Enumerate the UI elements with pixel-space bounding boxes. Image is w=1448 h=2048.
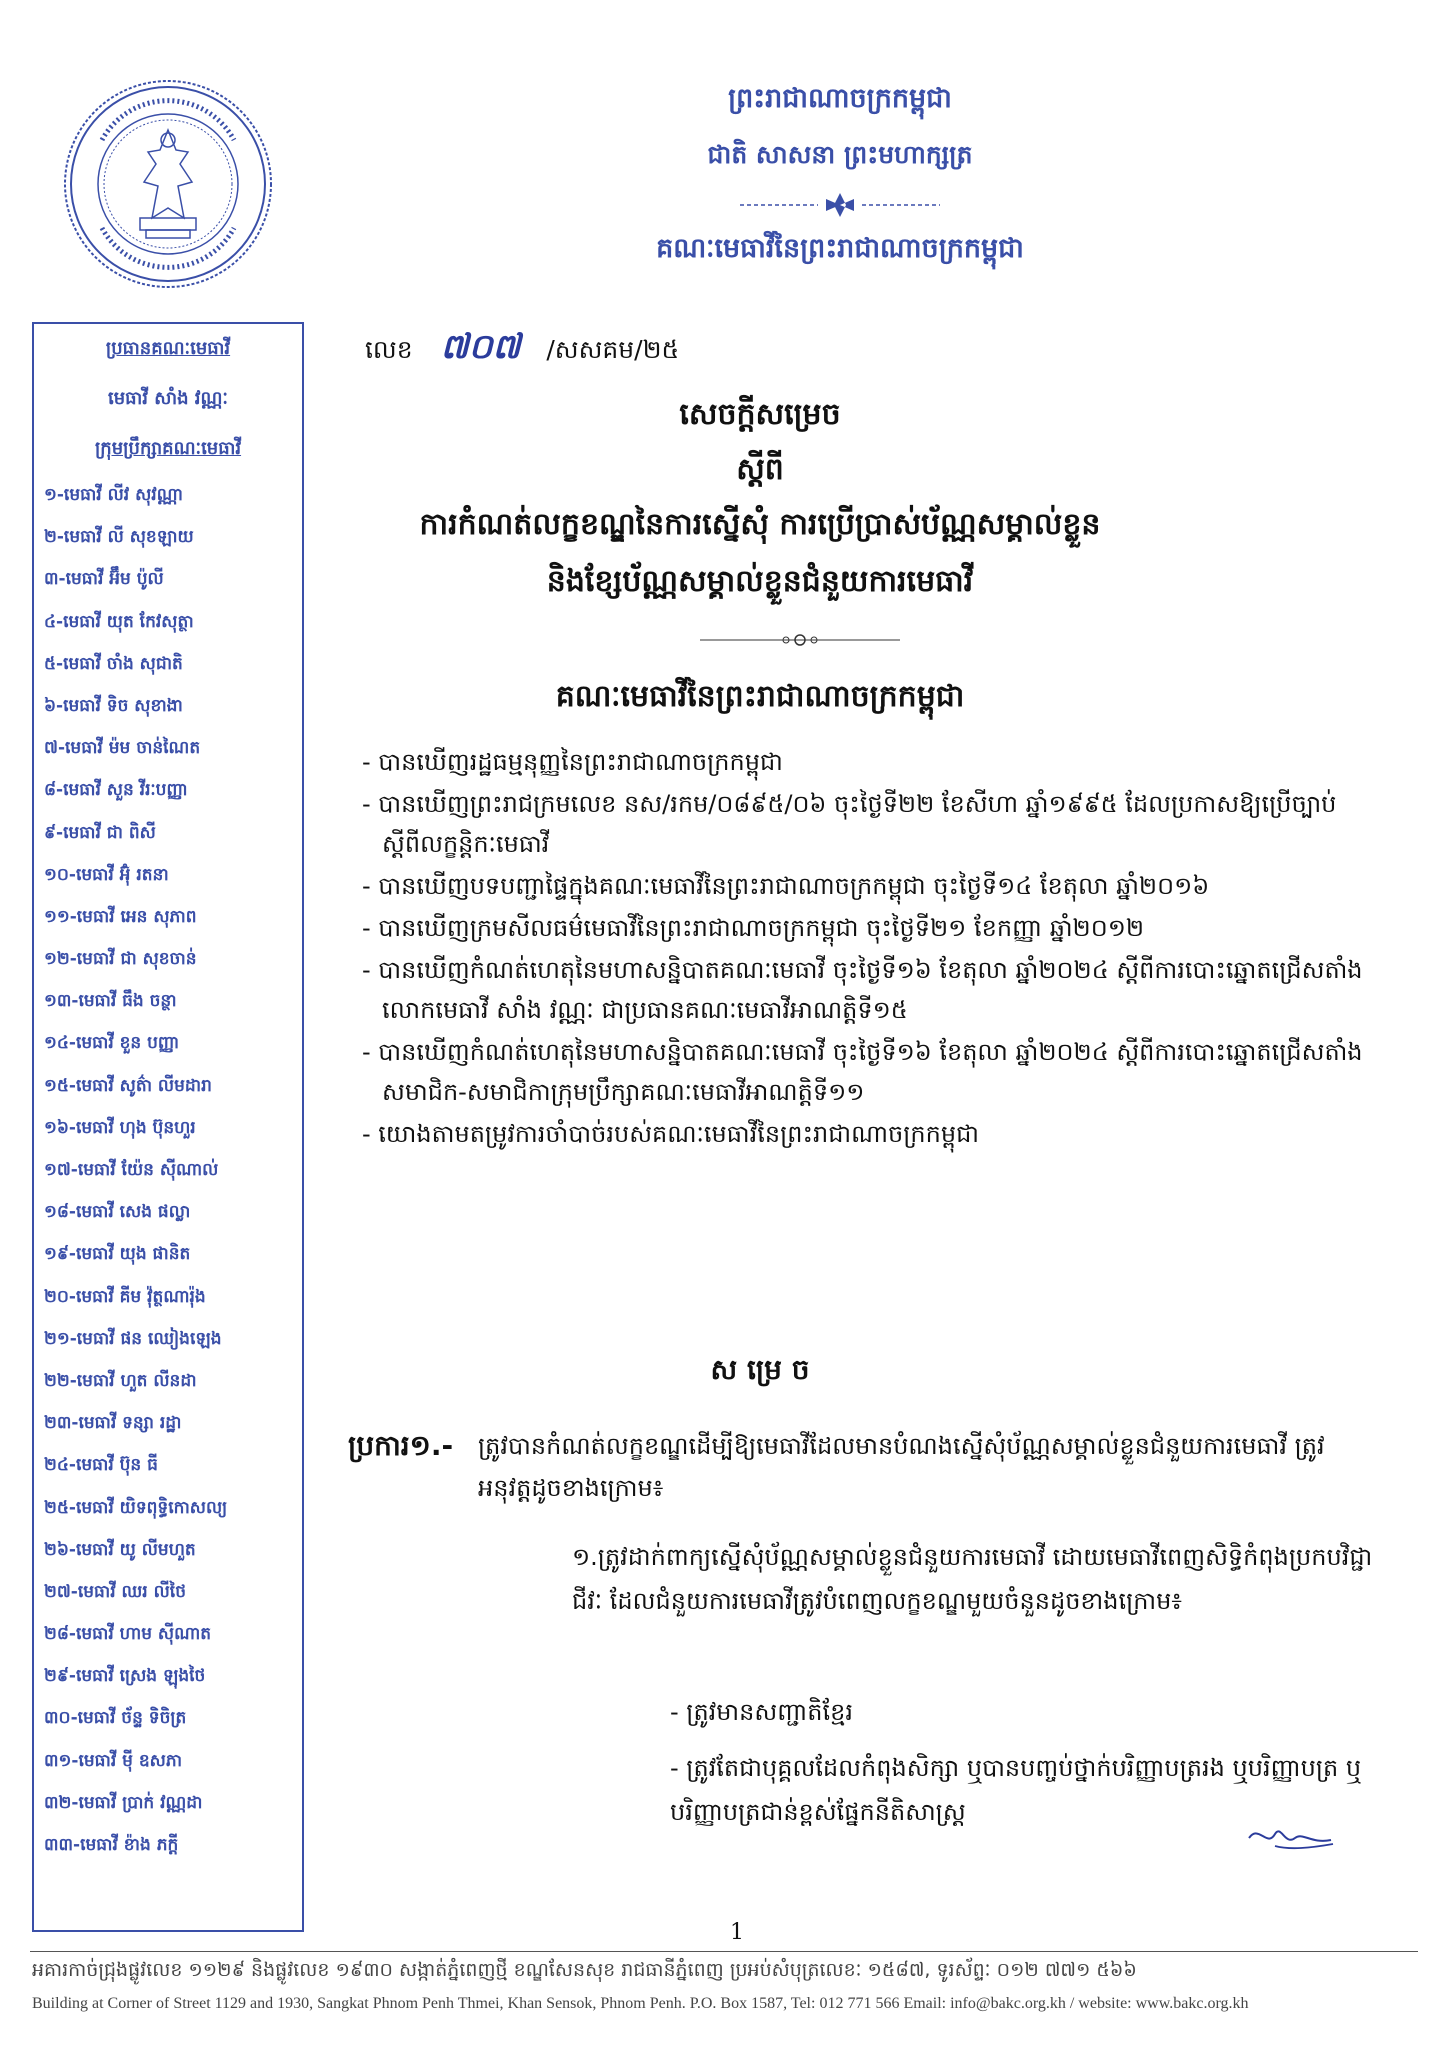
preamble-clause: - បានឃើញរដ្ឋធម្មនុញ្ញនៃព្រះរាជាណាចក្រកម្ពុជា <box>362 748 783 776</box>
bar-association-seal <box>62 78 274 290</box>
council-member: ១៩-មេធាវី យុង ផានិត <box>44 1244 191 1265</box>
council-member: ១១-មេធាវី អេន សុភាព <box>44 906 197 927</box>
council-member: ៣-មេធាវី អ៊ឹម ប៉ូលី <box>44 569 164 590</box>
issuer-heading: គណៈមេធាវីនៃព្រះរាជាណាចក្រកម្ពុជា <box>555 679 965 714</box>
ref-number: ៧០៧ <box>440 327 521 367</box>
council-member: ២៥-មេធាវី យិទពុទ្ធិកោសល្យ <box>44 1497 228 1518</box>
council-member: ២៨-មេធាវី ហាម ស៊ីណាត <box>44 1624 212 1645</box>
council-member: ១-មេធាវី លីវ សុវណ្ណា <box>44 485 183 505</box>
preamble-clause: - បានឃើញក្រមសីលធម៌មេធាវីនៃព្រះរាជាណាចក្រកម្ពុជា ចុះថ្ងៃទី២១ ខែកញ្ញា ឆ្នាំ២០១២ <box>362 914 1145 942</box>
title-subject-line-1: ការកំណត់លក្ខខណ្ឌនៃការស្នើសុំ ការប្រើប្រាស់ប័ណ្ណសម្គាល់ខ្លួន <box>419 507 1101 542</box>
council-member: ២៤-មេធាវី ប៊ុន ធី <box>44 1455 158 1476</box>
council-member: ១២-មេធាវី ជា សុខចាន់ <box>44 949 197 970</box>
requirement-nationality: - ត្រូវមានសញ្ជាតិខ្មែរ <box>670 1698 853 1726</box>
council-member: ២៦-មេធាវី យូ លីមហួត <box>44 1539 196 1560</box>
council-member: ៦-មេធាវី ទិច សុខាងា <box>44 695 183 716</box>
council-sidebar <box>32 322 304 1932</box>
initial-signature <box>1245 1818 1335 1854</box>
council-member: ១៤-មេធាវី ខួន បញ្ញា <box>44 1033 180 1054</box>
council-member: ៣០-មេធាវី ច័ន្ទ ទិចិត្រ <box>44 1708 187 1729</box>
reference-number <box>365 325 679 375</box>
council-member-list <box>34 474 302 1866</box>
council-member: ២២-មេធាវី ហួត លីនដា <box>44 1370 197 1391</box>
article-1 <box>348 1425 1378 1509</box>
preamble-clause: - បានឃើញកំណត់ហេតុនៃមហាសន្និបាតគណៈមេធាវី ចុះថ្ងៃទី១៦ ខែតុលា ឆ្នាំ២០២៤ ស្តីពីការបោះឆ្នោតជ្រើសតាំងលោកមេធាវី សាំង វណ្ណៈ ជាប្រធានគណៈមេធាវីអាណត្តិទី១៥ <box>362 956 1363 1024</box>
council-member: ៥-មេធាវី ចាំង សុជាតិ <box>44 653 183 674</box>
title-divider <box>700 628 900 652</box>
council-member: ១០-មេធាវី អ៊ុំ រតនា <box>44 864 169 885</box>
footer-address-khmer: អគារកាច់ជ្រុងផ្លូវលេខ ១១២៩ និងផ្លូវលេខ ១៩៣០ សង្កាត់ភ្នំពេញថ្មី ខណ្ឌសែនសុខ រាជធានីភ្នំពេញ ប្រអប់សំបុត្រលេខៈ ១៥៨៧, ទូរស័ព្ទៈ ០១២ ៧៧១ ៥៦៦ <box>32 1959 1137 1981</box>
president-heading: ប្រធានគណៈមេធាវី <box>105 338 231 359</box>
council-member: ៣៣-មេធាវី ខ៉ាង ភក្ដី <box>44 1835 179 1855</box>
article-1-text: ត្រូវបានកំណត់លក្ខខណ្ឌដើម្បីឱ្យមេធាវីដែលមានបំណងស្នើសុំប័ណ្ណសម្គាល់ខ្លួនជំនួយការមេធាវី ត្រូវអនុវត្តដូចខាងក្រោម៖ <box>478 1432 1325 1502</box>
preamble-clause: - យោងតាមតម្រូវការចាំបាច់របស់គណៈមេធាវីនៃព្រះរាជាណាចក្រកម្ពុជា <box>362 1120 979 1148</box>
council-member: ៤-មេធាវី យុត កែវសុត្ថា <box>44 611 194 632</box>
title-subject-line-2: និងខ្សែប័ណ្ណសម្គាល់ខ្លួនជំនួយការមេធាវី <box>546 564 974 599</box>
council-member: ២៩-មេធាវី ស្រេង ឡុងថៃ <box>44 1666 206 1687</box>
page-number: 1 <box>730 1920 744 1945</box>
council-member: ២១-មេធាវី ផន ឈៀងឡេង <box>44 1328 222 1349</box>
council-member: ៨-មេធាវី សួន វីរៈបញ្ញា <box>44 780 188 801</box>
title-concerning: ស្តីពី <box>736 452 784 487</box>
council-heading: ក្រុមប្រឹក្សាគណៈមេធាវី <box>94 438 242 459</box>
council-member: ៩-មេធាវី ជា ពិសី <box>44 822 156 843</box>
article-1-item-1: ១.ត្រូវដាក់ពាក្យស្នើសុំប័ណ្ណសម្គាល់ខ្លួនជំនួយការមេធាវី ដោយមេធាវីពេញសិទ្ធិកំពុងប្រកបវិជ្ជាជីវៈ ដែលជំនួយការមេធាវីត្រូវបំពេញលក្ខខណ្ឌមួយចំនួនដូចខាងក្រោម៖ <box>572 1543 1373 1615</box>
council-member: ១៦-មេធាវី ហុង ប៊ុនហួរ <box>44 1117 196 1138</box>
council-member: ១៧-មេធាវី យ៉ែន ស៊ីណាល់ <box>44 1160 219 1180</box>
kingdom-heading: ព្រះរាជាណាចក្រកម្ពុជា <box>728 83 952 114</box>
article-1-label: ប្រការ១.- <box>348 1429 454 1462</box>
council-member: ១៥-មេធាវី សូត៌ា លីមដារា <box>44 1075 212 1096</box>
bar-association-name: គណៈមេធាវីនៃព្រះរាជាណាចក្រកម្ពុជា <box>656 233 1024 264</box>
council-member: ៣១-មេធាវី ម៉ី ឧសភា <box>44 1750 183 1771</box>
ornament-divider <box>740 190 940 220</box>
council-member: ១៣-មេធាវី ធឹង ចន្ថា <box>44 991 177 1012</box>
footer-address-english: Building at Corner of Street 1129 and 1930, Sangkat Phnom Penh Thmei, Khan Sensok, Phnom Penh. P.O. Box 1587, Tel: 012 771 566 Email: info@bakc.org.kh / website: www.bakc.org.kh <box>32 1995 1249 2012</box>
preamble-clause: - បានឃើញបទបញ្ជាផ្ទៃក្នុងគណៈមេធាវីនៃព្រះរាជាណាចក្រកម្ពុជា ចុះថ្ងៃទី១៤ ខែតុលា ឆ្នាំ២០១៦ <box>362 872 1210 900</box>
ref-suffix: /សសគម/២៥ <box>546 335 680 364</box>
preamble-clause: - បានឃើញកំណត់ហេតុនៃមហាសន្និបាតគណៈមេធាវី ចុះថ្ងៃទី១៦ ខែតុលា ឆ្នាំ២០២៤ ស្តីពីការបោះឆ្នោតជ្រើសតាំងសមាជិក-សមាជិកាក្រុមប្រឹក្សាគណៈមេធាវីអាណត្តិទី១១ <box>362 1038 1363 1106</box>
council-member: ៧-មេធាវី ម៉ម ចាន់ណៃត <box>44 738 201 759</box>
footer-rule <box>30 1951 1418 1952</box>
national-motto: ជាតិ សាសនា ព្រះមហាក្សត្រ <box>707 140 973 169</box>
ref-prefix: លេខ <box>365 335 413 364</box>
preamble-clauses <box>362 742 1372 1156</box>
council-member: ៣២-មេធាវី ប្រាក់ វណ្ណដា <box>44 1792 203 1813</box>
council-member: ១៨-មេធាវី សេង ផល្លា <box>44 1202 191 1223</box>
document-title: សេចក្តីសម្រេច <box>679 397 841 432</box>
council-member: ២-មេធាវី លី សុខឡាយ <box>44 527 194 548</box>
council-member: ២០-មេធាវី គីម វ៉ុត្ថណារ៉ុង <box>44 1286 206 1307</box>
decision-heading: ស ម្រេ ច <box>710 1353 810 1386</box>
council-member: ២៣-មេធាវី ទន្សា រដ្ឋា <box>44 1413 182 1434</box>
council-member: ២៧-មេធាវី ឈរ លីថៃ <box>44 1581 186 1602</box>
requirement-education: - ត្រូវតែជាបុគ្គលដែលកំពុងសិក្សា ឬបានបញ្ចប់ថ្នាក់បរិញ្ញាបត្ររង ឬបរិញ្ញាបត្រ ឬបរិញ្ញាបត្រជាន់ខ្ពស់ផ្នែកនីតិសាស្ត្រ <box>670 1754 1362 1826</box>
president-name: មេធាវី សាំង វណ្ណៈ <box>108 388 228 409</box>
preamble-clause: - បានឃើញព្រះរាជក្រមលេខ នស/រកម/០៨៩៥/០៦ ចុះថ្ងៃទី២២ ខែសីហា ឆ្នាំ១៩៩៥ ដែលប្រកាសឱ្យប្រើច្បាប់ស្តីពីលក្ខន្តិកៈមេធាវី <box>362 790 1337 858</box>
